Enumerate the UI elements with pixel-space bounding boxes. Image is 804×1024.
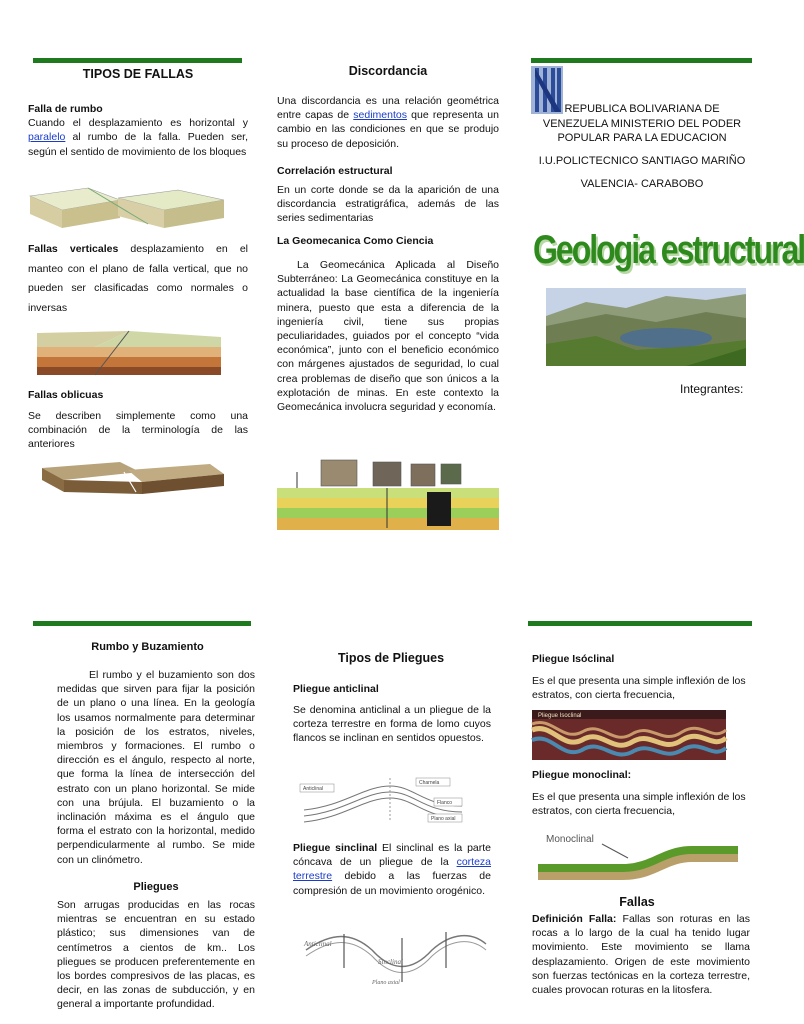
anticlinal-text: Se denomina anticlinal a un pliegue de la corteza terrestre en forma de lomo cuyos flancos se inclinan en sentidos opuestos. (293, 704, 491, 745)
integrantes-label: Integrantes: (680, 382, 744, 396)
sinclinal-section (293, 841, 491, 898)
falla-rumbo-text-a: Cuando el desplazamiento es horizontal y (28, 117, 248, 130)
fallas-verticales-heading: Fallas verticales (28, 243, 119, 255)
bottom-right-bar (528, 621, 752, 626)
fallas-def-label: Definición Falla: (532, 913, 617, 925)
fallas-verticales-section (28, 240, 248, 318)
falla-rumbo-section (28, 102, 248, 159)
top-right-bar (531, 58, 752, 63)
fallas-oblicuas-heading: Fallas oblicuas (28, 389, 104, 401)
institution-line-2: I.U.POLICTECNICO SANTIAGO MARIÑO (538, 155, 746, 167)
top-left-bar (33, 58, 242, 63)
institution-line-1: REPUBLICA BOLIVARIANA DE VENEZUELA MINISTERIO DEL PODER POPULAR PARA LA EDUCACION (542, 103, 742, 144)
sinclinal-text-b: debido a las fuerzas de compresión de un movimiento orogénico. (293, 870, 491, 897)
rumbo-text: El rumbo y el buzamiento son dos medidas que sirven para fijar la posición de un plano o una línea. En la geología los usamos normalmente para determinar la posición de los estratos, niveles, miembros y formaciones. El rumbo o dirección es el ángulo, respecto al norte, que forma la línea de intersección del estrato con un plano horizontal. Se mide con una brújula. El buzamiento o la inclinación máxima es el ángulo que forma el estrato con la horizontal, medido perpendicularmente al rumbo. Se mide con un clinómetro. (57, 669, 255, 866)
sedimentos-link[interactable]: sedimentos (353, 109, 407, 122)
wordart-title: Geologia estructural (533, 226, 804, 272)
sinclinal-label-c: Plano axial (372, 980, 400, 986)
falla-rumbo-illustration (28, 184, 228, 232)
bottom-left-bar (33, 621, 251, 626)
anticlinal-label-a: Anticlinal (303, 786, 324, 792)
fallas-definition (532, 912, 750, 997)
monoclinal-heading: Pliegue monoclinal: (532, 769, 632, 781)
landscape-image (546, 288, 746, 366)
geomecanica-illustration (277, 458, 499, 530)
discordancia-title: Discordancia (348, 64, 428, 78)
tipos-pliegues-title: Tipos de Pliegues (337, 651, 445, 665)
discordancia-text-a: Una discordancia es una relación geométrica entre capas de (277, 95, 499, 122)
corteza-link[interactable]: corteza terrestre (293, 856, 491, 883)
pliegues-heading: Pliegues (133, 881, 179, 893)
anticlinal-label-d: Plano axial (431, 816, 456, 822)
falla-oblicua-illustration (40, 458, 226, 496)
institution-line-3: VALENCIA- CARABOBO (580, 178, 704, 190)
fallas-verticales-text: desplazamiento en el manteo con el plano de falla vertical, que no pueden ser clasificadas como normales o inversas (28, 243, 249, 314)
discordancia-text (277, 94, 499, 151)
rumbo-title: Rumbo y Buzamiento (91, 641, 204, 653)
isoclinal-image (532, 710, 726, 760)
discordancia-text-b: que representa un cambio en las condiciones en que se produjo su proceso de deposición. (277, 109, 499, 150)
isoclinal-heading: Pliegue Isóclinal (532, 653, 615, 665)
sinclinal-heading: Pliegue sinclinal (293, 842, 378, 854)
fallas-def-text: Fallas son roturas en las rocas a lo largo de la cual ha tenido lugar movimiento. Este movimiento se llama desplazamiento. Origen de este movimiento son fuerzas tectónicas en la corteza terrestre, cuales provocan roturas en la litosfera. (532, 913, 750, 997)
falla-vertical-illustration (33, 325, 225, 377)
sinclinal-label-a: Anticlinal (304, 940, 332, 948)
anticlinal-label-b: Charnela (419, 780, 440, 786)
isoclinal-text: Es el que presenta una simple inflexión de los estratos, con cierta frecuencia, (532, 675, 746, 702)
fallas-heading: Fallas (619, 895, 655, 909)
anticlinal-heading: Pliegue anticlinal (293, 683, 379, 695)
anticlinal-label-c: Flanco (437, 800, 453, 806)
monoclinal-text: Es el que presenta una simple inflexión de los estratos, con cierta frecuencia, (532, 791, 746, 818)
isoclinal-image-label: Pliegue Isoclinal (538, 713, 582, 719)
falla-rumbo-heading: Falla de rumbo (28, 103, 103, 115)
falla-rumbo-text-b: al rumbo de la falla. Pueden ser, según el sentido de movimiento de los bloques (28, 131, 248, 158)
sinclinal-diagram (302, 928, 488, 986)
correlacion-text: En un corte donde se da la aparición de una discordancia estratigráfica, además de las series sedimentarias (277, 184, 499, 225)
sinclinal-label-b: Sinclinal (378, 958, 403, 966)
paralelo-link[interactable]: paralelo (28, 131, 66, 144)
geomecanica-heading: La Geomecanica Como Ciencia (277, 235, 434, 247)
correlacion-heading: Correlación estructural (277, 165, 393, 177)
tipos-fallas-title: TIPOS DE FALLAS (82, 67, 194, 81)
anticlinal-diagram (294, 776, 466, 824)
geomecanica-text: La Geomecánica Aplicada al Diseño Subterráneo: La Geomecánica constituye en la actualidad la base científica de la ingeniería minera, puesto que esta a diferencia de la ingeniería civil, tiene sus propias peculiaridades, guiados por el concepto “vida económica”, junto con el beneficio económico con márgenes ajustados de seguridad, lo cual crea problemas de diseño que son únicos a la explotación de minas. En este contexto la Geomecánica involucra seguridad y economía. (277, 259, 499, 414)
sinclinal-text-a: El sinclinal es la parte cóncava de un pliegue de la (293, 842, 491, 869)
monoclinal-image (532, 828, 742, 884)
pliegues-text: Son arrugas producidas en las rocas mientras se encuentran en su estado plástico; sus dimensiones van de centímetros a cientos de km.. Los pliegues se producen preferentemente en los bordes compresivos de las placas, es decir, en las zonas de subducción, y en general a importante profundidad. (57, 899, 255, 1011)
monoclinal-image-label: Monoclinal (546, 834, 594, 845)
fallas-oblicuas-text: Se describen simplemente como una combinación de la terminología de las anteriores (28, 410, 248, 451)
